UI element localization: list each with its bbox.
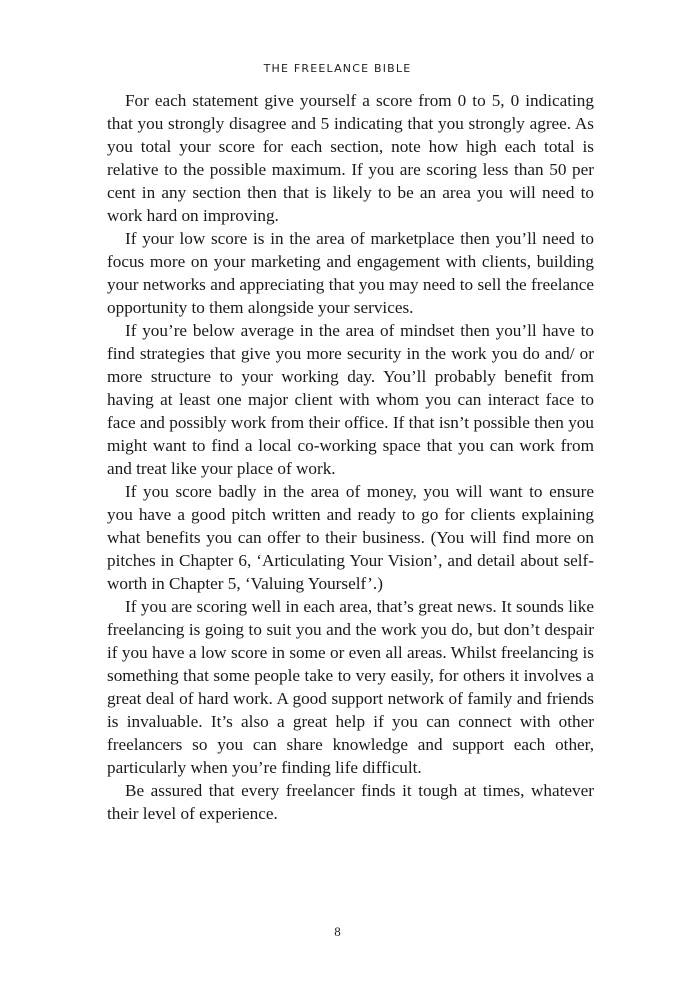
- paragraph: If you are scoring well in each area, that’s great news. It sounds like freelancing is going to suit you and the work you do, but don’t despair if you have a low score in some or even all areas. Whilst freelancing is something that some people take to very easily, for others it involves a great deal of hard work. A good support network of family and friends is invaluable. It’s also a great help if you can connect with other freelancers so you can share knowledge and support each other, particularly when you’re finding life difficult.: [107, 597, 594, 777]
- paragraph: If your low score is in the area of marketplace then you’ll need to focus more on your marketing and engagement with clients, building your networks and appreciating that you may need to sell the freelance opportunity to them alongside your services.: [107, 229, 594, 317]
- paragraph: Be assured that every freelancer finds it tough at times, whatever their level of experience.: [107, 781, 594, 823]
- page-number: 8: [334, 924, 341, 939]
- running-head: THE FREELANCE BIBLE: [263, 62, 412, 75]
- paragraph: If you’re below average in the area of mindset then you’ll have to find strategies that give you more security in the work you do and/ or more structure to your working day. You’ll probably benefit from having at least one major client with whom you can interact face to face and possibly work from their office. If that isn’t possible then you might want to find a local co-working space that you can work from and treat like your place of work.: [107, 321, 594, 478]
- body-text: [107, 89, 594, 825]
- paragraph: For each statement give yourself a score from 0 to 5, 0 indicating that you strongly disagree and 5 indicating that you strongly agree. As you total your score for each section, note how high each total is relative to the possible maximum. If you are scoring less than 50 per cent in any section then that is likely to be an area you will need to work hard on improving.: [107, 91, 594, 225]
- paragraph: If you score badly in the area of money, you will want to ensure you have a good pitch written and ready to go for clients explaining what benefits you can offer to their business. (You will find more on pitches in Chapter 6, ‘Articulating Your Vision’, and detail about self-worth in Chapter 5, ‘Valuing Yourself’.): [107, 482, 594, 593]
